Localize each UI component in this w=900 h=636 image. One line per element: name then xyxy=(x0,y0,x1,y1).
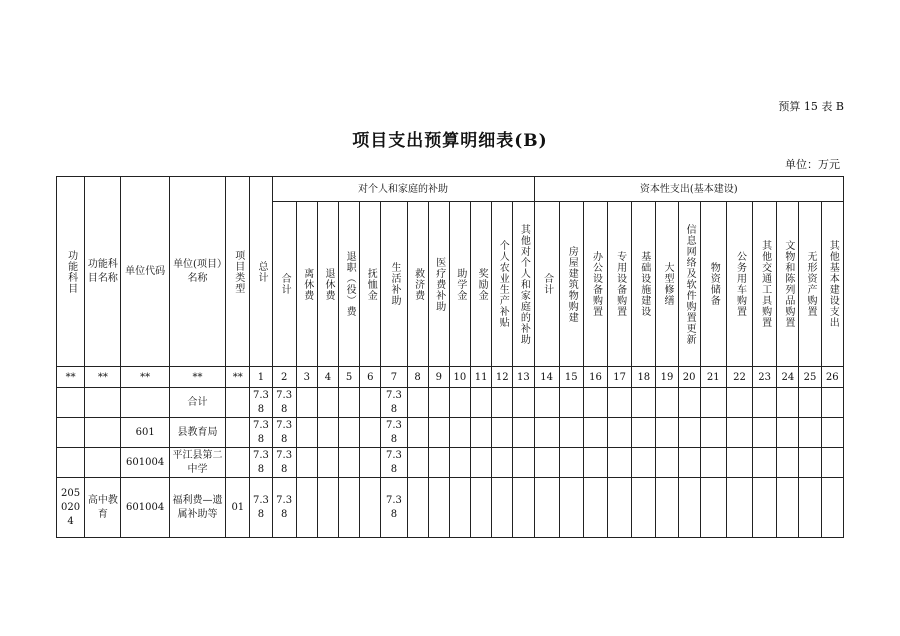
cell-func-subject xyxy=(57,388,85,418)
cell-personal xyxy=(317,448,338,478)
cell-capital xyxy=(559,388,583,418)
cell-text: 功能科目名称 xyxy=(87,258,118,284)
header-label: 合计 xyxy=(541,273,553,295)
index-cell: 2 xyxy=(272,367,296,388)
index-cell: 3 xyxy=(296,367,317,388)
cell-personal xyxy=(513,448,534,478)
cell-capital xyxy=(632,388,656,418)
col-header-capital xyxy=(608,202,632,367)
cell-personal xyxy=(428,418,449,448)
cell-capital xyxy=(821,388,843,418)
cell-text: 合计 xyxy=(187,396,208,408)
cell-capital xyxy=(534,478,559,538)
cell-capital xyxy=(656,418,678,448)
col-header-capital xyxy=(678,202,700,367)
col-header-personal xyxy=(428,202,449,367)
cell-personal xyxy=(339,478,360,538)
cell-func-name xyxy=(85,478,121,538)
cell-unit-code: 601 xyxy=(121,418,169,448)
unit-label: 单位：万元 xyxy=(785,158,840,171)
cell-personal xyxy=(296,448,317,478)
table-row xyxy=(57,478,844,538)
col-header-func-name xyxy=(85,177,121,367)
cell-capital xyxy=(821,478,843,538)
cell-capital xyxy=(608,448,632,478)
cell-func-name xyxy=(85,448,121,478)
index-cell: ** xyxy=(57,367,85,388)
col-header-personal xyxy=(296,202,317,367)
header-label: 项目类型 xyxy=(232,249,244,294)
cell-capital xyxy=(726,448,752,478)
cell-personal xyxy=(471,448,492,478)
cell-personal xyxy=(381,418,407,448)
cell-capital xyxy=(753,478,777,538)
cell-capital xyxy=(700,478,726,538)
cell-personal xyxy=(407,418,428,448)
col-header-capital xyxy=(753,202,777,367)
cell-capital xyxy=(821,448,843,478)
index-cell: 4 xyxy=(317,367,338,388)
col-header-personal xyxy=(492,202,513,367)
cell-capital xyxy=(559,418,583,448)
index-cell: ** xyxy=(226,367,250,388)
header-label: 助学金 xyxy=(454,267,466,301)
col-header-project-type xyxy=(226,177,250,367)
index-cell: 24 xyxy=(777,367,799,388)
col-header-capital xyxy=(799,202,821,367)
col-header-capital xyxy=(534,202,559,367)
cell-personal xyxy=(471,418,492,448)
col-header-capital xyxy=(700,202,726,367)
index-cell: 11 xyxy=(471,367,492,388)
cell-capital xyxy=(608,418,632,448)
cell-capital xyxy=(656,448,678,478)
cell-capital xyxy=(583,388,607,418)
cell-total xyxy=(250,388,272,418)
cell-personal xyxy=(360,388,381,418)
cell-project-type xyxy=(226,388,250,418)
cell-unit-code: 601004 xyxy=(121,478,169,538)
cell-personal xyxy=(296,388,317,418)
cell-personal xyxy=(407,388,428,418)
col-header-personal xyxy=(407,202,428,367)
cell-personal xyxy=(449,418,470,448)
cell-personal xyxy=(381,388,407,418)
cell-capital xyxy=(608,478,632,538)
cell-text: 高中教育 xyxy=(87,494,118,520)
header-label: 退职（役）费 xyxy=(344,251,356,317)
cell-text: 7.38 xyxy=(253,449,269,475)
col-header-personal xyxy=(360,202,381,367)
cell-capital xyxy=(632,418,656,448)
cell-personal xyxy=(272,448,296,478)
index-cell: 6 xyxy=(360,367,381,388)
page-title: 项目支出预算明细表(B) xyxy=(352,131,548,151)
cell-text: 单位代码 xyxy=(125,265,166,277)
header-label: 合计 xyxy=(279,273,291,295)
cell-capital xyxy=(777,388,799,418)
cell-capital xyxy=(753,388,777,418)
cell-capital xyxy=(777,448,799,478)
index-cell: 15 xyxy=(559,367,583,388)
cell-personal xyxy=(272,388,296,418)
cell-capital xyxy=(753,448,777,478)
header-label: 退休费 xyxy=(322,267,334,301)
col-header-capital xyxy=(632,202,656,367)
header-label: 文物和陈列品购置 xyxy=(782,240,794,328)
cell-unit-name xyxy=(169,388,225,418)
cell-text: 7.38 xyxy=(276,419,293,445)
cell-capital xyxy=(559,478,583,538)
cell-project-type: 01 xyxy=(226,478,250,538)
col-header-capital xyxy=(726,202,752,367)
cell-capital xyxy=(534,448,559,478)
cell-func-name xyxy=(85,418,121,448)
cell-capital xyxy=(678,448,700,478)
cell-capital xyxy=(726,418,752,448)
cell-capital xyxy=(700,418,726,448)
index-cell: 7 xyxy=(381,367,407,388)
cell-personal xyxy=(449,388,470,418)
cell-text: 7.38 xyxy=(253,389,269,415)
cell-text: 7.38 xyxy=(276,494,293,520)
budget-table xyxy=(56,176,844,538)
cell-capital xyxy=(656,388,678,418)
cell-text: 7.38 xyxy=(276,389,293,415)
cell-personal xyxy=(492,448,513,478)
cell-personal xyxy=(317,478,338,538)
header-label: 房屋建筑物购建 xyxy=(566,245,578,323)
index-cell: 9 xyxy=(428,367,449,388)
header-label: 基础设施建设 xyxy=(638,251,650,317)
index-cell: 16 xyxy=(583,367,607,388)
group-header-capital: 资本性支出(基本建设) xyxy=(534,177,843,202)
cell-unit-code: 601004 xyxy=(121,448,169,478)
cell-personal xyxy=(513,478,534,538)
cell-text: 福利费—遗属补助等 xyxy=(172,494,223,520)
cell-personal xyxy=(428,448,449,478)
cell-personal xyxy=(428,478,449,538)
cell-capital xyxy=(534,418,559,448)
cell-text: 县教育局 xyxy=(177,426,218,438)
index-cell: 8 xyxy=(407,367,428,388)
cell-total xyxy=(250,478,272,538)
cell-func-subject xyxy=(57,478,85,538)
col-header-capital xyxy=(656,202,678,367)
index-cell: 14 xyxy=(534,367,559,388)
col-header-capital xyxy=(559,202,583,367)
col-header-personal xyxy=(513,202,534,367)
cell-personal xyxy=(272,478,296,538)
cell-personal xyxy=(407,478,428,538)
cell-capital xyxy=(726,388,752,418)
cell-total xyxy=(250,418,272,448)
header-label: 离休费 xyxy=(301,267,313,301)
cell-personal xyxy=(492,418,513,448)
cell-capital xyxy=(632,448,656,478)
cell-capital xyxy=(799,388,821,418)
header-label: 医疗费补助 xyxy=(433,256,445,312)
cell-personal xyxy=(296,478,317,538)
cell-personal xyxy=(272,418,296,448)
cell-personal xyxy=(339,388,360,418)
cell-text: 7.38 xyxy=(253,494,269,520)
cell-text: 2050204 xyxy=(61,487,81,527)
cell-personal xyxy=(428,388,449,418)
index-cell: 22 xyxy=(726,367,752,388)
header-label: 其他交通工具购置 xyxy=(759,240,771,328)
cell-personal xyxy=(471,388,492,418)
cell-personal xyxy=(339,418,360,448)
index-cell: 20 xyxy=(678,367,700,388)
header-label: 专用设备购置 xyxy=(614,251,626,317)
header-label: 信息网络及软件购置更新 xyxy=(684,223,696,345)
cell-personal xyxy=(339,448,360,478)
index-cell: 23 xyxy=(753,367,777,388)
index-cell: ** xyxy=(85,367,121,388)
col-header-personal xyxy=(317,202,338,367)
cell-capital xyxy=(799,448,821,478)
cell-capital xyxy=(678,388,700,418)
cell-personal xyxy=(317,388,338,418)
header-label: 无形资产购置 xyxy=(804,251,816,317)
group-header-personal: 对个人和家庭的补助 xyxy=(272,177,534,202)
cell-text: 平江县第二中学 xyxy=(172,449,223,475)
index-cell: 21 xyxy=(700,367,726,388)
header-label: 其他基本建设支出 xyxy=(827,240,839,328)
header-label: 抚恤金 xyxy=(365,267,377,301)
header-label: 总计 xyxy=(255,260,267,283)
index-cell: 25 xyxy=(799,367,821,388)
cell-personal xyxy=(471,478,492,538)
cell-capital xyxy=(583,478,607,538)
col-header-personal xyxy=(272,202,296,367)
cell-capital xyxy=(608,388,632,418)
index-cell: ** xyxy=(121,367,169,388)
index-cell: 1 xyxy=(250,367,272,388)
index-row xyxy=(57,367,844,388)
col-header-personal xyxy=(471,202,492,367)
cell-func-subject xyxy=(57,448,85,478)
header-label: 奖励金 xyxy=(476,267,488,301)
cell-text: 7.38 xyxy=(385,449,402,475)
header-row xyxy=(57,177,844,202)
header-label: 个人农业生产补贴 xyxy=(497,240,509,328)
cell-capital xyxy=(583,418,607,448)
cell-personal xyxy=(360,478,381,538)
cell-personal xyxy=(513,388,534,418)
cell-total xyxy=(250,448,272,478)
cell-personal xyxy=(296,418,317,448)
cell-capital xyxy=(821,418,843,448)
cell-text: 7.38 xyxy=(385,419,402,445)
index-cell: 5 xyxy=(339,367,360,388)
cell-personal xyxy=(407,448,428,478)
cell-capital xyxy=(632,478,656,538)
cell-capital xyxy=(777,478,799,538)
cell-personal xyxy=(360,448,381,478)
col-header-total xyxy=(250,177,272,367)
header-label: 大型修缮 xyxy=(661,262,673,306)
cell-func-name xyxy=(85,388,121,418)
col-header-capital xyxy=(777,202,799,367)
cell-text: 7.38 xyxy=(276,449,293,475)
cell-personal xyxy=(317,418,338,448)
table-row xyxy=(57,388,844,418)
table-row xyxy=(57,418,844,448)
cell-capital xyxy=(700,388,726,418)
cell-capital xyxy=(678,478,700,538)
cell-personal xyxy=(449,478,470,538)
header-label: 生活补助 xyxy=(388,262,400,306)
cell-capital xyxy=(777,418,799,448)
col-header-unit-code xyxy=(121,177,169,367)
cell-text: 7.38 xyxy=(253,419,269,445)
cell-personal xyxy=(449,448,470,478)
cell-personal xyxy=(381,448,407,478)
col-header-capital xyxy=(821,202,843,367)
form-code: 预算 15 表 B xyxy=(778,100,844,113)
header-label: 救济费 xyxy=(412,267,424,301)
header-label: 物资储备 xyxy=(708,262,720,306)
index-cell: ** xyxy=(169,367,225,388)
index-cell: 18 xyxy=(632,367,656,388)
header-label: 公务用车购置 xyxy=(734,251,746,317)
col-header-func-subject xyxy=(57,177,85,367)
cell-unit-name xyxy=(169,418,225,448)
cell-personal xyxy=(360,418,381,448)
col-header-capital xyxy=(583,202,607,367)
cell-unit-name xyxy=(169,448,225,478)
cell-text: 单位(项目）名称 xyxy=(173,258,222,284)
cell-text: 7.38 xyxy=(385,494,402,520)
col-header-personal xyxy=(449,202,470,367)
col-header-personal xyxy=(381,202,407,367)
index-cell: 26 xyxy=(821,367,843,388)
cell-personal xyxy=(492,478,513,538)
index-cell: 19 xyxy=(656,367,678,388)
cell-capital xyxy=(559,448,583,478)
cell-func-subject xyxy=(57,418,85,448)
index-cell: 10 xyxy=(449,367,470,388)
cell-unit-code xyxy=(121,388,169,418)
cell-capital xyxy=(753,418,777,448)
header-label: 功能科目 xyxy=(65,249,77,294)
header-label: 办公设备购置 xyxy=(590,251,602,317)
index-cell: 12 xyxy=(492,367,513,388)
cell-personal xyxy=(492,388,513,418)
index-cell: 13 xyxy=(513,367,534,388)
cell-project-type xyxy=(226,448,250,478)
col-header-personal xyxy=(339,202,360,367)
cell-capital xyxy=(799,478,821,538)
cell-capital xyxy=(799,418,821,448)
cell-capital xyxy=(726,478,752,538)
cell-capital xyxy=(656,478,678,538)
cell-text: 7.38 xyxy=(385,389,402,415)
cell-capital xyxy=(678,418,700,448)
header-label: 其他对个人和家庭的补助 xyxy=(518,223,530,345)
col-header-unit-name xyxy=(169,177,225,367)
cell-unit-name xyxy=(169,478,225,538)
cell-capital xyxy=(534,388,559,418)
table-row xyxy=(57,448,844,478)
cell-personal xyxy=(513,418,534,448)
index-cell: 17 xyxy=(608,367,632,388)
cell-personal xyxy=(381,478,407,538)
cell-project-type xyxy=(226,418,250,448)
cell-capital xyxy=(700,448,726,478)
cell-capital xyxy=(583,448,607,478)
